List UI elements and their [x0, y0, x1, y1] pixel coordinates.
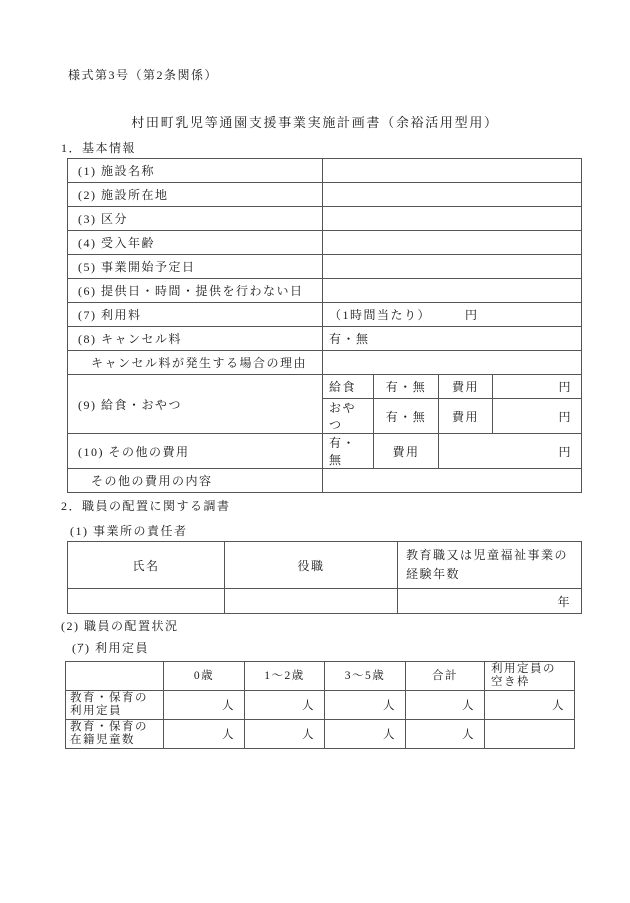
- table-header-row: [68, 542, 582, 589]
- meal-unit-cell: 円: [493, 375, 582, 399]
- table-row: [68, 207, 582, 231]
- value-cell: [323, 469, 582, 493]
- document-title: 村田町乳児等通園支援事業実施計画書（余裕活用型用）: [131, 115, 499, 130]
- form-number: 様式第3号（第2条関係）: [68, 68, 219, 82]
- section1-heading: 1．基本情報: [61, 141, 137, 155]
- section2-heading: 2．職員の配置に関する調書: [61, 499, 231, 513]
- row-label: 教育・保育の利用定員: [66, 691, 164, 720]
- meal-choice-cell: 有・無: [374, 399, 439, 434]
- enrolled-cell: 人: [164, 720, 245, 749]
- meal-choice-cell: 有・無: [374, 375, 439, 399]
- table-row-enrolled: [66, 720, 575, 749]
- capacity-cell: 人: [325, 691, 406, 720]
- row-label: (10) その他の費用: [68, 434, 323, 469]
- table-row-other-fee: [68, 434, 582, 469]
- basic-info-table: [67, 158, 582, 493]
- row-label: キャンセル料が発生する場合の理由: [68, 351, 323, 375]
- row-label: (5) 事業開始予定日: [68, 255, 323, 279]
- capacity-table: [65, 661, 575, 749]
- table-row-fee: [68, 303, 582, 327]
- responsible-person-table: [67, 541, 582, 614]
- table-row-capacity: [66, 691, 575, 720]
- staffing-heading: (2) 職員の配置状況: [61, 619, 179, 633]
- value-cell: [323, 231, 582, 255]
- row-label: (3) 区分: [68, 207, 323, 231]
- table-row-cancel-reason: [68, 351, 582, 375]
- row-label: (4) 受入年齢: [68, 231, 323, 255]
- name-cell: [68, 589, 225, 614]
- column-header-age0: 0歳: [164, 662, 245, 691]
- other-fee-cost-label-cell: 費用: [374, 434, 439, 469]
- row-label: (1) 施設名称: [68, 159, 323, 183]
- enrolled-cell: 人: [406, 720, 485, 749]
- column-header-total: 合計: [406, 662, 485, 691]
- capacity-cell: 人: [406, 691, 485, 720]
- value-cell: [323, 255, 582, 279]
- table-row-other-fee-detail: [68, 469, 582, 493]
- row-label: 教育・保育の在籍児童数: [66, 720, 164, 749]
- row-label: (2) 施設所在地: [68, 183, 323, 207]
- fee-unit: 円: [465, 308, 479, 322]
- row-label: (8) キャンセル料: [68, 327, 323, 351]
- enrolled-cell: [485, 720, 575, 749]
- table-header-row: [66, 662, 575, 691]
- meal-name-cell: 給食: [323, 375, 374, 399]
- capacity-cell: 人: [485, 691, 575, 720]
- meal-cost-label-cell: 費用: [439, 375, 493, 399]
- row-label: その他の費用の内容: [68, 469, 323, 493]
- value-cell: [323, 159, 582, 183]
- fee-unit-note: （1時間当たり）: [329, 308, 432, 322]
- value-cell: [323, 279, 582, 303]
- table-row: [68, 159, 582, 183]
- enrolled-cell: 人: [325, 720, 406, 749]
- capacity-subheading: (ｱ) 利用定員: [72, 641, 149, 655]
- column-header-role: 役職: [225, 542, 398, 589]
- experience-years-cell: 年: [398, 589, 582, 614]
- cancel-choice-cell: 有・無: [323, 327, 582, 351]
- table-row-meal-lunch: [68, 375, 582, 399]
- row-label: (7) 利用料: [68, 303, 323, 327]
- table-row: [68, 255, 582, 279]
- meal-name-cell: おやつ: [323, 399, 374, 434]
- column-header-age1-2: 1～2歳: [245, 662, 325, 691]
- meal-unit-cell: 円: [493, 399, 582, 434]
- row-label: (9) 給食・おやつ: [68, 375, 323, 434]
- column-header-experience: 教育職又は児童福祉事業の経験年数: [398, 542, 582, 589]
- value-cell: [323, 351, 582, 375]
- column-header-blank: [66, 662, 164, 691]
- role-cell: [225, 589, 398, 614]
- table-row: [68, 279, 582, 303]
- other-fee-unit-cell: 円: [439, 434, 582, 469]
- table-row-cancel: [68, 327, 582, 351]
- responsible-heading: (1) 事業所の責任者: [70, 524, 188, 538]
- value-cell: [323, 183, 582, 207]
- value-cell: [323, 207, 582, 231]
- capacity-cell: 人: [245, 691, 325, 720]
- table-row: [68, 183, 582, 207]
- column-header-age3-5: 3～5歳: [325, 662, 406, 691]
- row-label: (6) 提供日・時間・提供を行わない日: [68, 279, 323, 303]
- table-row: [68, 589, 582, 614]
- other-fee-choice-cell: 有・無: [323, 434, 374, 469]
- fee-value-cell: [323, 303, 582, 327]
- capacity-cell: 人: [164, 691, 245, 720]
- column-header-vacancy: 利用定員の空き枠: [485, 662, 575, 691]
- enrolled-cell: 人: [245, 720, 325, 749]
- column-header-name: 氏名: [68, 542, 225, 589]
- meal-cost-label-cell: 費用: [439, 399, 493, 434]
- table-row: [68, 231, 582, 255]
